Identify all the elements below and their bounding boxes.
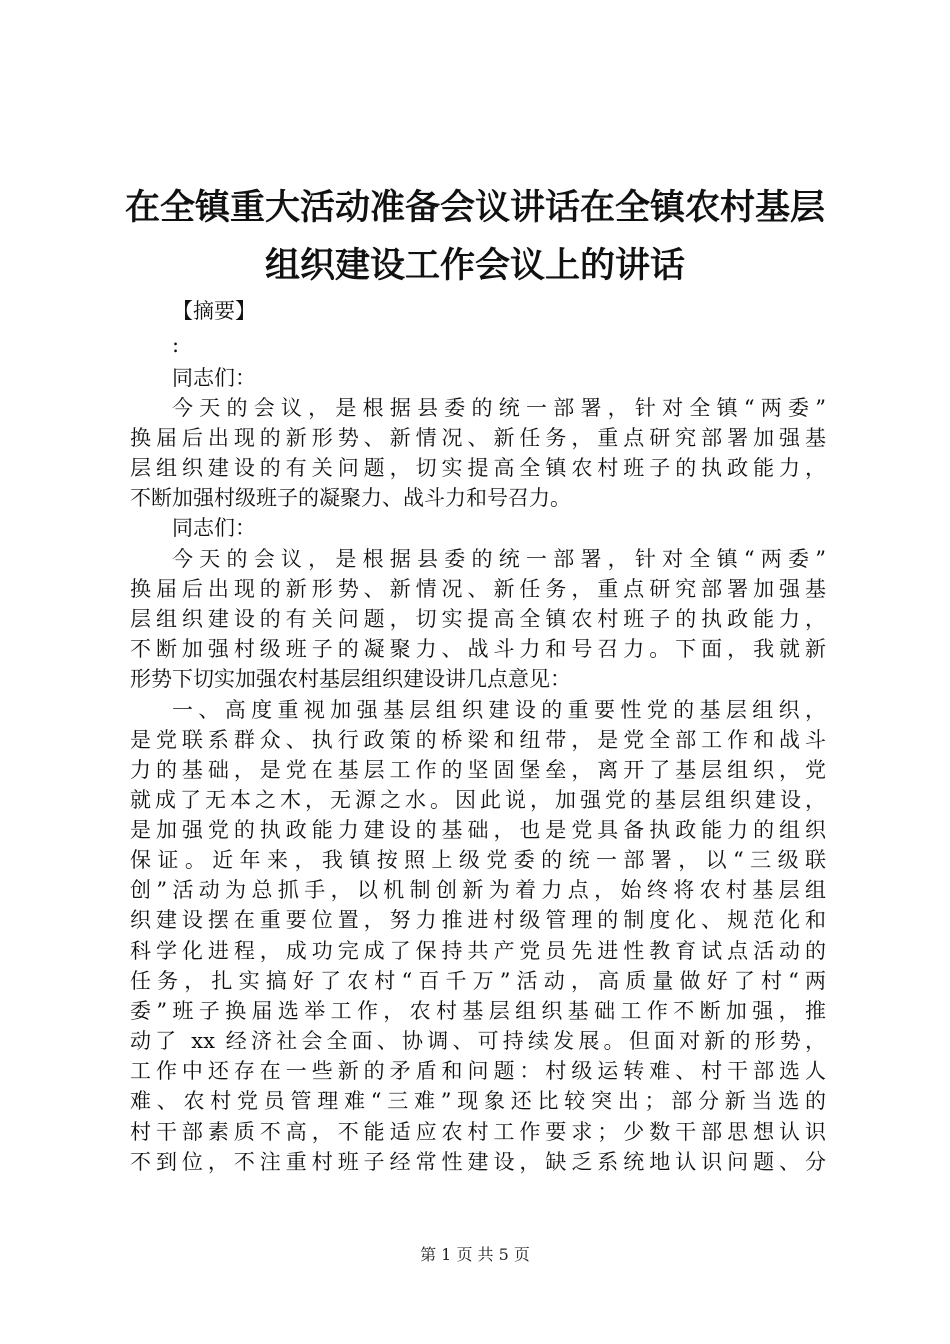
section-1-line: 一、高度重视加强基层组织建设的重要性党的基层组织， xyxy=(172,698,826,722)
paragraph-2-line: 形势下切实加强农村基层组织建设讲几点意见： xyxy=(130,667,571,691)
paragraph-1-line: 今天的会议，是根据县委的统一部署，针对全镇“两委” xyxy=(172,396,826,420)
section-1-line: 动了 xx 经济社会全面、协调、可持续发展。但面对新的形势， xyxy=(130,1029,826,1053)
greeting-2: 同志们： xyxy=(172,516,256,540)
page-footer: 第 1 页 共 5 页 xyxy=(420,1245,530,1264)
abstract-label: 【摘要】 xyxy=(172,299,256,323)
section-1-line: 村干部素质不高，不能适应农村工作要求；少数干部思想认识 xyxy=(130,1120,826,1144)
section-1-line: 工作中还存在一些新的矛盾和问题：村级运转难、村干部选人 xyxy=(130,1059,826,1083)
section-1-line: 委”班子换届选举工作，农村基层组织基础工作不断加强，推 xyxy=(130,999,826,1023)
paragraph-2-line: 层组织建设的有关问题，切实提高全镇农村班子的执政能力， xyxy=(130,607,826,631)
paragraph-1-line: 换届后出现的新形势、新情况、新任务，重点研究部署加强基 xyxy=(130,426,826,450)
paragraph-1-line: 不断加强村级班子的凝聚力、战斗力和号召力。 xyxy=(130,486,571,510)
section-1-line: 创”活动为总抓手，以机制创新为着力点，始终将农村基层组 xyxy=(130,878,826,902)
paragraph-2-line: 不断加强村级班子的凝聚力、战斗力和号召力。下面，我就新 xyxy=(130,637,826,661)
section-1-line: 是党联系群众、执行政策的桥梁和纽带，是党全部工作和战斗 xyxy=(130,728,826,752)
paragraph-2-line: 今天的会议，是根据县委的统一部署，针对全镇“两委” xyxy=(172,547,826,571)
document-title-line-1: 在全镇重大活动准备会议讲话在全镇农村基层 xyxy=(124,188,825,228)
section-1-line: 就成了无本之木，无源之水。因此说，加强党的基层组织建设， xyxy=(130,788,826,812)
section-1-line: 任务，扎实搞好了农村“百千万”活动，高质量做好了村“两 xyxy=(130,969,826,993)
section-1-line: 是加强党的执政能力建设的基础，也是党具备执政能力的组织 xyxy=(130,818,826,842)
document-title-line-2: 组织建设工作会议上的讲话 xyxy=(264,246,685,286)
section-1-line: 难、农村党员管理难“三难”现象还比较突出；部分新当选的 xyxy=(130,1089,826,1113)
section-1-line: 织建设摆在重要位置，努力推进村级管理的制度化、规范化和 xyxy=(130,908,826,932)
paragraph-2-line: 换届后出现的新形势、新情况、新任务，重点研究部署加强基 xyxy=(130,577,826,601)
section-1-line: 不到位，不注重村班子经常性建设，缺乏系统地认识问题、分 xyxy=(130,1150,826,1174)
section-1-line: 保证。近年来，我镇按照上级党委的统一部署，以“三级联 xyxy=(130,848,826,872)
abstract-colon: : xyxy=(172,333,180,357)
greeting-1: 同志们： xyxy=(172,366,256,390)
section-1-line: 科学化进程，成功完成了保持共产党员先进性教育试点活动的 xyxy=(130,939,826,963)
section-1-line: 力的基础，是党在基层工作的坚固堡垒，离开了基层组织，党 xyxy=(130,758,826,782)
paragraph-1-line: 层组织建设的有关问题，切实提高全镇农村班子的执政能力， xyxy=(130,456,826,480)
